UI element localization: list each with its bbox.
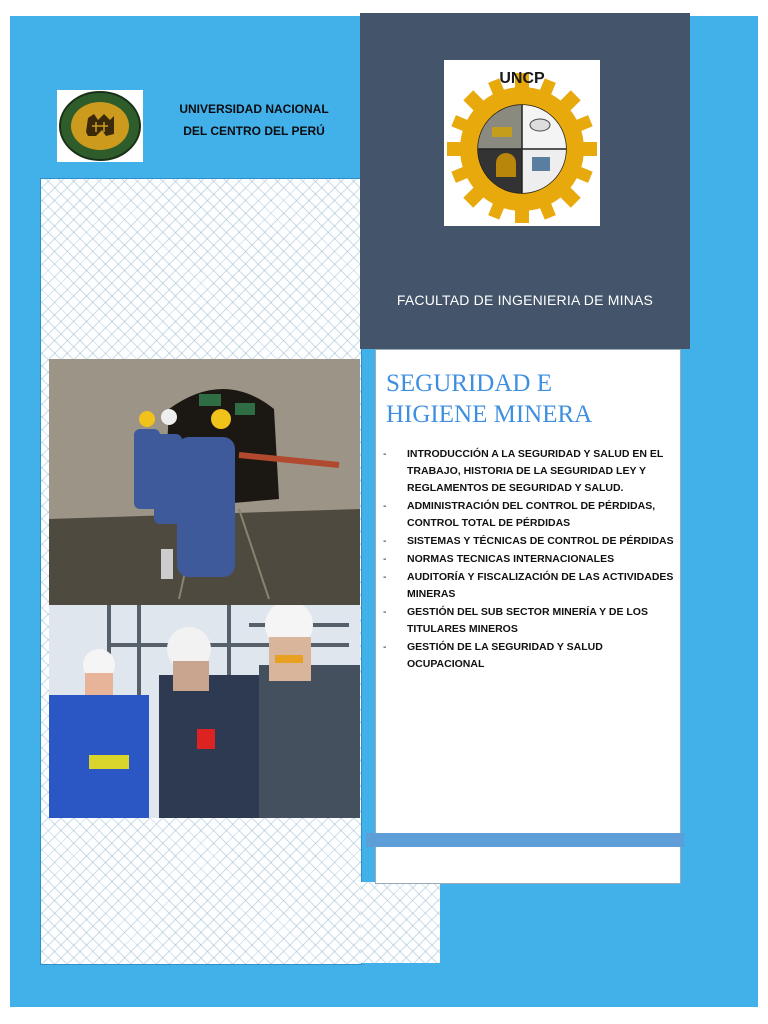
faculty-name: FACULTAD DE INGENIERIA DE MINAS <box>396 292 654 308</box>
topic-item: - INTRODUCCIÓN A LA SEGURIDAD Y SALUD EN EL TRABAJO, HISTORIA DE LA SEGURIDAD LEY Y REGLAMENTOS DE SEGURIDAD Y SALUD. <box>383 446 675 497</box>
mesh-background-extension <box>360 882 440 963</box>
accent-bar <box>366 833 684 847</box>
university-seal <box>57 90 143 162</box>
mine-tunnel-photo <box>49 359 360 605</box>
faculty-logo <box>444 60 600 226</box>
course-title: SEGURIDAD E HIGIENE MINERA <box>386 370 593 428</box>
logo-uncp-text: UNCP <box>499 70 545 87</box>
topic-item: - SISTEMAS Y TÉCNICAS DE CONTROL DE PÉRDIDAS <box>383 533 675 550</box>
topic-item: - ADMINISTRACIÓN DEL CONTROL DE PÉRDIDAS, CONTROL TOTAL DE PÉRDIDAS <box>383 498 675 532</box>
topic-item: - AUDITORÍA Y FISCALIZACIÓN DE LAS ACTIVIDADES MINERAS <box>383 569 675 603</box>
topic-item: - GESTIÓN DEL SUB SECTOR MINERÍA Y DE LOS TITULARES MINEROS <box>383 604 675 638</box>
topic-item: - NORMAS TECNICAS INTERNACIONALES <box>383 551 675 568</box>
inspectors-photo <box>49 605 360 818</box>
university-name: UNIVERSIDAD NACIONAL DEL CENTRO DEL PERÚ <box>179 102 329 138</box>
topic-list <box>383 446 675 674</box>
topic-item: - GESTIÓN DE LA SEGURIDAD Y SALUD OCUPACIONAL <box>383 639 675 673</box>
